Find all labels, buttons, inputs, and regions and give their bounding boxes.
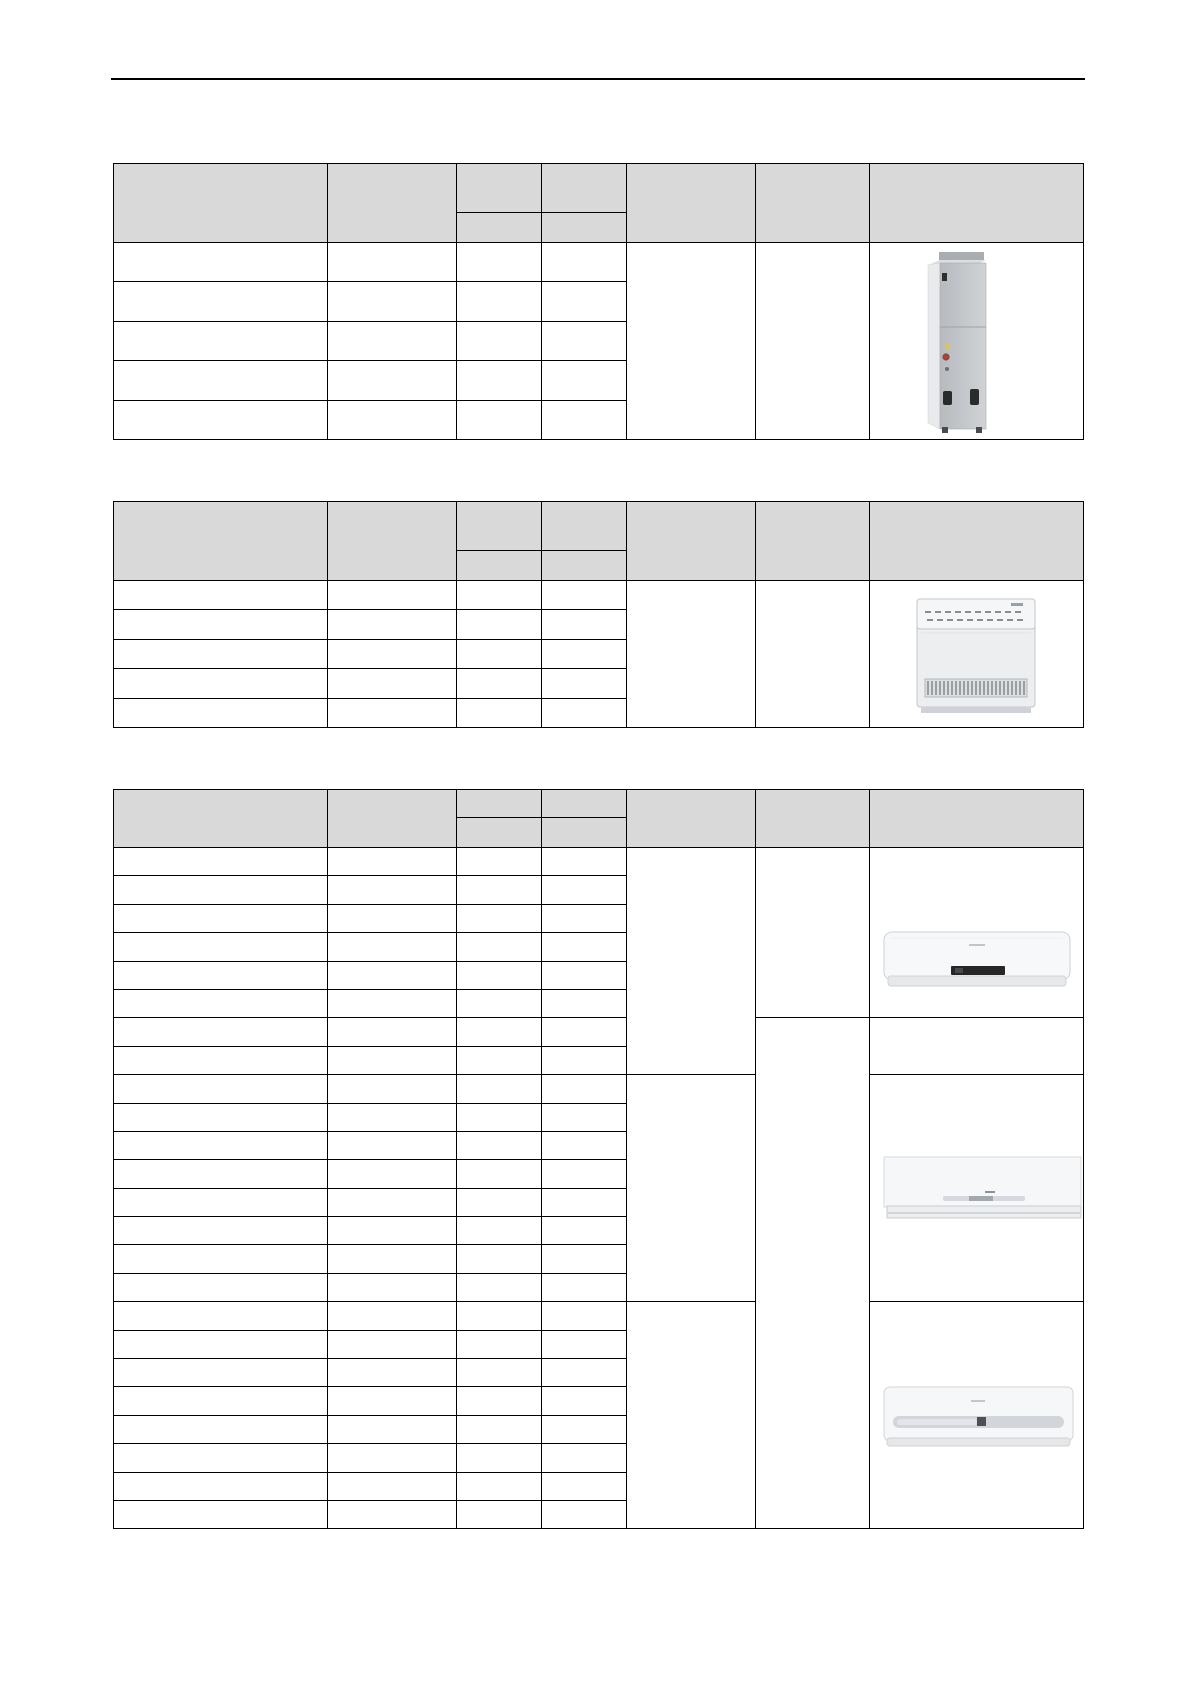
wall-mounted-unit-c-image xyxy=(883,1386,1074,1449)
table-cell xyxy=(542,1160,627,1188)
photo-cell xyxy=(870,1075,1084,1302)
header-cell xyxy=(542,164,627,213)
table-cell xyxy=(542,1302,627,1330)
wall-mounted-unit-c-svg xyxy=(883,1386,1074,1449)
table-header xyxy=(114,502,1084,581)
table-cell xyxy=(114,1103,328,1131)
header-cell xyxy=(542,502,627,551)
table-cell xyxy=(328,1500,457,1528)
table-cell xyxy=(542,1330,627,1358)
air-handler-unit-svg xyxy=(924,251,989,433)
table-cell xyxy=(457,1472,542,1500)
table-cell xyxy=(328,1075,457,1103)
table-cell xyxy=(457,1018,542,1046)
header-cell xyxy=(627,502,756,581)
table-header xyxy=(114,790,1084,848)
table-body xyxy=(114,243,1084,440)
table-cell xyxy=(328,1444,457,1472)
table-cell xyxy=(457,1500,542,1528)
table-cell xyxy=(114,1131,328,1159)
table-cell xyxy=(542,876,627,904)
table-cell xyxy=(114,1160,328,1188)
header-subcell xyxy=(457,818,542,848)
table-cell xyxy=(457,243,542,282)
table-cell xyxy=(542,1273,627,1301)
header-cell xyxy=(870,502,1084,581)
table-cell xyxy=(457,400,542,439)
table-cell xyxy=(328,243,457,282)
wall-mounted-unit-a-image xyxy=(883,930,1071,989)
table-cell xyxy=(114,581,328,610)
table-cell xyxy=(457,581,542,610)
table-cell xyxy=(542,1444,627,1472)
table-cell xyxy=(457,1160,542,1188)
table-cell xyxy=(114,876,328,904)
table-cell xyxy=(542,1188,627,1216)
table-cell xyxy=(542,904,627,932)
header-cell xyxy=(457,502,542,551)
table-cell xyxy=(457,1103,542,1131)
table-cell xyxy=(328,400,457,439)
table-cell xyxy=(328,1217,457,1245)
table-cell xyxy=(114,639,328,668)
table-cell xyxy=(114,1188,328,1216)
spec-table-3 xyxy=(113,789,1084,1529)
merged-cell xyxy=(627,1075,756,1302)
table-cell xyxy=(328,698,457,727)
spec-table-2 xyxy=(113,501,1084,728)
table-cell xyxy=(457,610,542,639)
photo-cell xyxy=(870,1302,1084,1529)
table-row xyxy=(114,1302,1084,1330)
table-cell xyxy=(457,933,542,961)
merged-cell xyxy=(627,243,756,440)
header-subcell xyxy=(457,551,542,581)
header-cell xyxy=(114,790,328,848)
table-cell xyxy=(114,1273,328,1301)
table-cell xyxy=(114,848,328,876)
table-cell xyxy=(542,669,627,698)
header-cell xyxy=(542,790,627,818)
table-cell xyxy=(457,1188,542,1216)
floor-console-unit-svg xyxy=(911,593,1040,719)
table-cell xyxy=(457,639,542,668)
header-subcell xyxy=(542,818,627,848)
table-cell xyxy=(328,581,457,610)
merged-cell xyxy=(627,581,756,728)
table-cell xyxy=(328,610,457,639)
table-cell xyxy=(328,1273,457,1301)
merged-cell xyxy=(627,1302,756,1529)
table-cell xyxy=(114,933,328,961)
wall-mounted-unit-a-svg xyxy=(883,930,1071,989)
table-row xyxy=(114,581,1084,610)
table-cell xyxy=(328,1160,457,1188)
header-cell xyxy=(328,164,457,243)
table-cell xyxy=(328,904,457,932)
table-cell xyxy=(542,1046,627,1074)
table-cell xyxy=(457,1330,542,1358)
table-cell xyxy=(457,1359,542,1387)
header-subcell xyxy=(542,213,627,243)
table-cell xyxy=(542,1359,627,1387)
header-cell xyxy=(756,790,870,848)
table-cell xyxy=(457,361,542,400)
header-row xyxy=(114,164,1084,213)
table-cell xyxy=(328,1018,457,1046)
table-cell xyxy=(328,1131,457,1159)
table-cell xyxy=(114,1245,328,1273)
table-cell xyxy=(542,933,627,961)
table-cell xyxy=(114,1217,328,1245)
table-cell xyxy=(457,1046,542,1074)
table-header xyxy=(114,164,1084,243)
table-cell xyxy=(542,639,627,668)
header-subcell xyxy=(457,213,542,243)
header-subcell xyxy=(542,551,627,581)
floor-console-unit-image xyxy=(911,593,1040,719)
table-cell xyxy=(114,1046,328,1074)
table-cell xyxy=(114,1330,328,1358)
table-cell xyxy=(542,989,627,1017)
table-cell xyxy=(114,400,328,439)
table-cell xyxy=(542,282,627,321)
table-cell xyxy=(542,1217,627,1245)
header-row xyxy=(114,790,1084,818)
table-cell xyxy=(328,1387,457,1415)
table-cell xyxy=(542,1018,627,1046)
table-cell xyxy=(328,989,457,1017)
table-cell xyxy=(542,1415,627,1443)
table-cell xyxy=(457,1245,542,1273)
merged-cell xyxy=(756,581,870,728)
table-cell xyxy=(542,243,627,282)
table-cell xyxy=(457,1217,542,1245)
table-cell xyxy=(114,282,328,321)
table-cell xyxy=(457,1273,542,1301)
table-cell xyxy=(542,1387,627,1415)
table-cell xyxy=(114,904,328,932)
merged-cell xyxy=(627,848,756,1075)
header-cell xyxy=(870,790,1084,848)
table-cell xyxy=(328,848,457,876)
table-cell xyxy=(457,669,542,698)
header-cell xyxy=(328,502,457,581)
table-cell xyxy=(114,1359,328,1387)
header-cell xyxy=(627,790,756,848)
table-cell xyxy=(328,669,457,698)
table-cell xyxy=(114,989,328,1017)
air-handler-unit-image xyxy=(924,251,989,433)
header-cell xyxy=(457,164,542,213)
table-cell xyxy=(114,1302,328,1330)
header-cell xyxy=(328,790,457,848)
table-cell xyxy=(328,961,457,989)
table-cell xyxy=(457,1387,542,1415)
table-cell xyxy=(328,1302,457,1330)
wall-mounted-unit-b-svg xyxy=(883,1156,1082,1221)
table-cell xyxy=(457,1131,542,1159)
table-cell xyxy=(542,848,627,876)
table-cell xyxy=(542,1472,627,1500)
table-cell xyxy=(457,848,542,876)
header-cell xyxy=(756,502,870,581)
table-cell xyxy=(114,1415,328,1443)
table-cell xyxy=(457,1302,542,1330)
table-row xyxy=(114,243,1084,282)
header-cell xyxy=(457,790,542,818)
header-cell xyxy=(114,164,328,243)
merged-cell xyxy=(756,1018,870,1529)
table-cell xyxy=(328,1046,457,1074)
header-cell xyxy=(870,164,1084,243)
table-cell xyxy=(114,669,328,698)
table-cell xyxy=(542,1245,627,1273)
table-cell xyxy=(457,1075,542,1103)
table-cell xyxy=(328,321,457,360)
table-cell xyxy=(457,876,542,904)
table-cell xyxy=(542,1500,627,1528)
photo-cell xyxy=(870,243,1084,440)
table-cell xyxy=(457,1415,542,1443)
wall-mounted-unit-b-image xyxy=(883,1156,1082,1221)
table-cell xyxy=(328,1359,457,1387)
table-cell xyxy=(114,361,328,400)
table-cell xyxy=(114,961,328,989)
table-body xyxy=(114,581,1084,728)
merged-cell xyxy=(756,243,870,440)
header-cell xyxy=(627,164,756,243)
table-cell xyxy=(328,1330,457,1358)
table-cell xyxy=(542,1075,627,1103)
table-body xyxy=(114,848,1084,1529)
table-cell xyxy=(542,961,627,989)
table-cell xyxy=(114,1500,328,1528)
table-cell xyxy=(328,1103,457,1131)
table-cell xyxy=(457,904,542,932)
table-cell xyxy=(457,698,542,727)
table-cell xyxy=(542,698,627,727)
table-cell xyxy=(328,639,457,668)
table-cell xyxy=(542,610,627,639)
table-cell xyxy=(114,610,328,639)
photo-cell xyxy=(870,1018,1084,1075)
table-cell xyxy=(542,361,627,400)
table-cell xyxy=(457,321,542,360)
table-row xyxy=(114,1075,1084,1103)
table-cell xyxy=(114,1018,328,1046)
table-cell xyxy=(542,1103,627,1131)
header-rule xyxy=(111,78,1085,80)
table-row xyxy=(114,848,1084,876)
table-cell xyxy=(328,933,457,961)
table-cell xyxy=(328,282,457,321)
table-cell xyxy=(457,282,542,321)
header-cell xyxy=(756,164,870,243)
spec-table-1 xyxy=(113,163,1084,440)
table-cell xyxy=(457,989,542,1017)
table-cell xyxy=(457,961,542,989)
table-cell xyxy=(328,1472,457,1500)
photo-cell xyxy=(870,848,1084,1018)
header-row xyxy=(114,502,1084,551)
table-cell xyxy=(114,1387,328,1415)
photo-cell xyxy=(870,581,1084,728)
table-cell xyxy=(328,876,457,904)
table-cell xyxy=(114,243,328,282)
table-cell xyxy=(114,698,328,727)
table-cell xyxy=(114,1075,328,1103)
table-row xyxy=(114,1018,1084,1046)
table-cell xyxy=(328,1188,457,1216)
table-cell xyxy=(457,1444,542,1472)
table-cell xyxy=(328,1415,457,1443)
table-cell xyxy=(542,321,627,360)
table-cell xyxy=(542,1131,627,1159)
table-cell xyxy=(328,361,457,400)
table-cell xyxy=(542,581,627,610)
table-cell xyxy=(114,1444,328,1472)
table-cell xyxy=(542,400,627,439)
merged-cell xyxy=(756,848,870,1018)
header-cell xyxy=(114,502,328,581)
table-cell xyxy=(114,1472,328,1500)
table-cell xyxy=(114,321,328,360)
table-cell xyxy=(328,1245,457,1273)
